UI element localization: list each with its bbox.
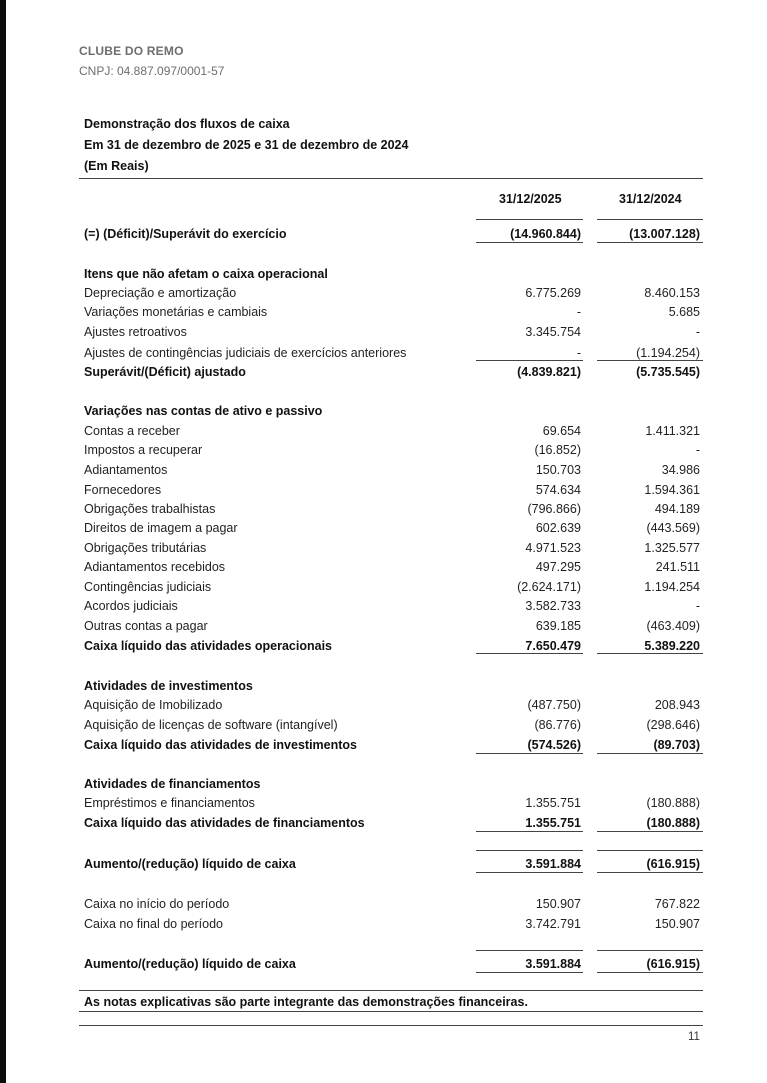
- value-2024: 5.685: [668, 305, 700, 319]
- total-rule: [476, 850, 583, 851]
- table-row: [84, 696, 702, 715]
- table-row: [84, 284, 702, 303]
- total-rule: [597, 950, 703, 951]
- value-2025: 150.703: [535, 463, 581, 477]
- row-label: Aumento/(redução) líquido de caixa: [84, 957, 296, 971]
- total-rule: [476, 950, 583, 951]
- value-2024: 208.943: [654, 698, 700, 712]
- row-label: Adiantamentos recebidos: [84, 560, 226, 574]
- total-rule: [597, 850, 703, 851]
- table-row: [84, 519, 702, 538]
- value-2024: 494.189: [654, 502, 700, 516]
- value-2024: 767.822: [654, 897, 700, 911]
- value-2025: 7.650.479: [525, 639, 581, 653]
- table-row: [84, 775, 702, 794]
- table-row: [84, 794, 702, 813]
- total-rule: [476, 753, 583, 754]
- value-2024: -: [695, 325, 700, 339]
- value-2025: (487.750): [527, 698, 581, 712]
- value-2025: (796.866): [527, 502, 581, 516]
- row-label: Impostos a recuperar: [84, 443, 203, 457]
- total-rule: [597, 831, 703, 832]
- row-label: Ajustes retroativos: [84, 325, 187, 339]
- value-2025: 602.639: [535, 521, 581, 535]
- table-row: [84, 265, 702, 284]
- organization-name: CLUBE DO REMO: [79, 44, 184, 58]
- row-label: Aquisição de licenças de software (intangível): [84, 718, 338, 732]
- row-label: Acordos judiciais: [84, 599, 178, 613]
- value-2024: 1.594.361: [644, 483, 700, 497]
- footer-bottom-rule-1: [79, 1011, 703, 1012]
- value-2025: 3.345.754: [525, 325, 581, 339]
- table-row: [84, 677, 702, 696]
- value-2025: -: [576, 305, 581, 319]
- statement-title-block: [84, 116, 408, 179]
- table-row: [84, 578, 702, 597]
- row-label: Obrigações tributárias: [84, 541, 207, 555]
- table-row: [84, 303, 702, 322]
- statement-period: Em 31 de dezembro de 2025 e 31 de dezembro de 2024: [84, 138, 409, 152]
- footer-bottom-rule-2: [79, 1025, 703, 1026]
- row-label: Ajustes de contingências judiciais de exercícios anteriores: [84, 346, 407, 360]
- total-rule: [597, 872, 703, 873]
- table-row: [84, 915, 702, 934]
- value-2025: 6.775.269: [525, 286, 581, 300]
- value-2024: -: [695, 443, 700, 457]
- table-row: [84, 895, 702, 914]
- value-2025: (2.624.171): [517, 580, 581, 594]
- row-label: Caixa no final do período: [84, 917, 223, 931]
- value-2024: 1.411.321: [645, 424, 700, 438]
- table-row: [84, 481, 702, 500]
- row-label: Empréstimos e financiamentos: [84, 796, 255, 810]
- row-label: Outras contas a pagar: [84, 619, 208, 633]
- table-row: [84, 558, 702, 577]
- row-label: Atividades de financiamentos: [84, 777, 261, 791]
- value-2024: (180.888): [646, 816, 700, 830]
- page-number: 11: [688, 1031, 700, 1043]
- row-label: Depreciação e amortização: [84, 286, 237, 300]
- table-row: [84, 323, 702, 342]
- value-2024: 34.986: [661, 463, 700, 477]
- value-2025: 3.591.884: [525, 957, 581, 971]
- value-2025: 1.355.751: [525, 816, 581, 830]
- value-2024: (463.409): [646, 619, 700, 633]
- table-row: [84, 441, 702, 460]
- value-2024: 150.907: [654, 917, 700, 931]
- row-label: (=) (Déficit)/Superávit do exercício: [84, 227, 287, 241]
- table-row: [84, 402, 702, 421]
- value-2024: (443.569): [646, 521, 700, 535]
- value-2025: 1.355.751: [525, 796, 581, 810]
- value-2024: 8.460.153: [644, 286, 700, 300]
- value-2025: 497.295: [535, 560, 581, 574]
- value-2024: (616.915): [646, 957, 700, 971]
- value-2025: 4.971.523: [525, 541, 581, 555]
- row-label: Superávit/(Déficit) ajustado: [84, 365, 246, 379]
- statement-currency: (Em Reais): [84, 159, 149, 173]
- row-label: Adiantamentos: [84, 463, 168, 477]
- value-2025: -: [576, 346, 581, 360]
- statement-title: Demonstração dos fluxos de caixa: [84, 117, 290, 131]
- total-rule: [476, 360, 583, 361]
- row-label: Caixa líquido das atividades operacionais: [84, 639, 332, 653]
- table-row: [84, 597, 702, 616]
- row-label: Caixa líquido das atividades de investimentos: [84, 738, 357, 752]
- total-rule: [476, 972, 583, 973]
- total-rule: [476, 653, 583, 654]
- value-2025: 3.742.791: [525, 917, 581, 931]
- row-label: Caixa no início do período: [84, 897, 230, 911]
- footer-note: As notas explicativas são parte integrante das demonstrações financeiras.: [84, 995, 528, 1009]
- value-2024: (616.915): [646, 857, 700, 871]
- total-rule: [476, 831, 583, 832]
- total-rule: [597, 360, 703, 361]
- value-2024: (1.194.254): [636, 346, 700, 360]
- row-label: Caixa líquido das atividades de financiamentos: [84, 816, 365, 830]
- row-label: Atividades de investimentos: [84, 679, 253, 693]
- total-rule: [476, 242, 583, 243]
- value-2025: 150.907: [535, 897, 581, 911]
- row-label: Variações nas contas de ativo e passivo: [84, 404, 323, 418]
- value-2024: (89.703): [653, 738, 700, 752]
- value-2024: (180.888): [646, 796, 700, 810]
- total-rule: [597, 242, 703, 243]
- value-2024: 241.511: [655, 560, 700, 574]
- value-2025: (14.960.844): [510, 227, 581, 241]
- table-row: [84, 539, 702, 558]
- row-label: Contas a receber: [84, 424, 180, 438]
- organization-cnpj: CNPJ: 04.887.097/0001-57: [79, 64, 225, 78]
- table-row: [84, 500, 702, 519]
- total-rule: [597, 972, 703, 973]
- row-label: Direitos de imagem a pagar: [84, 521, 238, 535]
- column-header-2024: 31/12/2024: [619, 192, 682, 206]
- value-2024: 1.194.254: [644, 580, 700, 594]
- table-row: [84, 617, 702, 636]
- value-2025: 574.634: [535, 483, 581, 497]
- total-rule: [597, 753, 703, 754]
- value-2025: (574.526): [527, 738, 581, 752]
- table-row: [84, 422, 702, 441]
- value-2025: 3.591.884: [525, 857, 581, 871]
- table-row: [84, 461, 702, 480]
- row-label: Aquisição de Imobilizado: [84, 698, 223, 712]
- value-2024: (298.646): [646, 718, 700, 732]
- value-2025: (16.852): [534, 443, 581, 457]
- row-label: Itens que não afetam o caixa operacional: [84, 267, 328, 281]
- row-label: Variações monetárias e cambiais: [84, 305, 268, 319]
- value-2025: 69.654: [542, 424, 581, 438]
- value-2025: (4.839.821): [517, 365, 581, 379]
- footer-top-rule: [79, 990, 703, 991]
- value-2025: (86.776): [534, 718, 581, 732]
- total-rule: [597, 653, 703, 654]
- column-header-underline-2024: [597, 219, 703, 220]
- row-label: Aumento/(redução) líquido de caixa: [84, 857, 296, 871]
- value-2024: (13.007.128): [629, 227, 700, 241]
- value-2024: (5.735.545): [636, 365, 700, 379]
- column-header-2025: 31/12/2025: [499, 192, 562, 206]
- page-edge-shadow: [0, 0, 6, 1083]
- value-2024: 1.325.577: [644, 541, 700, 555]
- title-divider: [79, 178, 703, 179]
- value-2025: 3.582.733: [525, 599, 581, 613]
- row-label: Fornecedores: [84, 483, 162, 497]
- table-row: [84, 363, 702, 382]
- value-2024: -: [695, 599, 700, 613]
- row-label: Obrigações trabalhistas: [84, 502, 216, 516]
- table-row: [84, 716, 702, 735]
- row-label: Contingências judiciais: [84, 580, 212, 594]
- value-2025: 639.185: [535, 619, 581, 633]
- total-rule: [476, 872, 583, 873]
- column-header-underline-2025: [476, 219, 583, 220]
- value-2024: 5.389.220: [644, 639, 700, 653]
